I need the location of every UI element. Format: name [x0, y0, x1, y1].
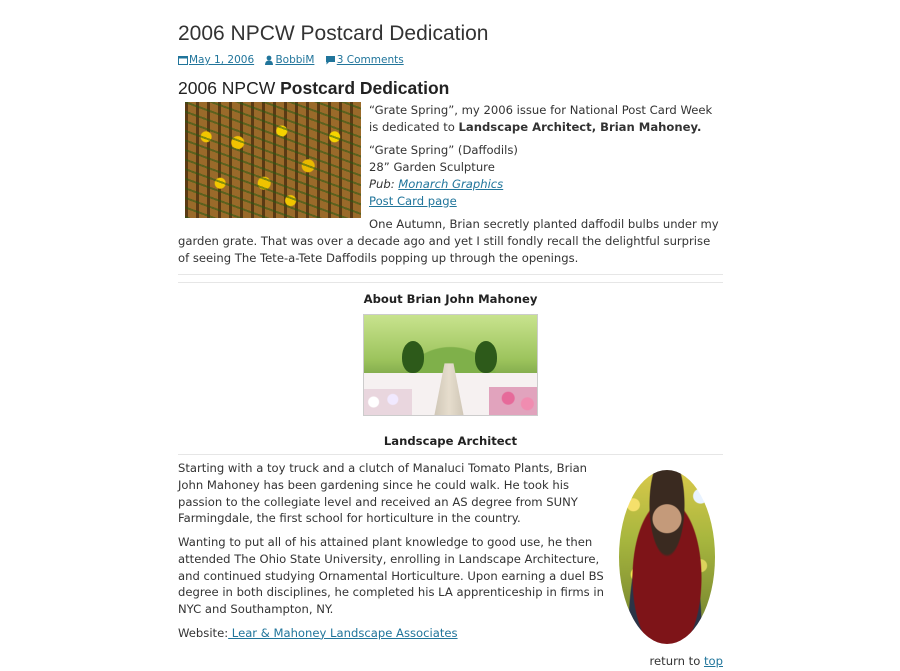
about-heading: About Brian John Mahoney — [363, 292, 538, 307]
post-title: 2006 NPCW Postcard Dedication — [178, 22, 489, 45]
post-meta — [178, 54, 723, 68]
daffodil-grate-image — [185, 102, 361, 218]
story-paragraph: One Autumn, Brian secretly planted daffodil bulbs under my garden grate. That was over a decade ago and yet I still fondly recall the delightful surprise of seeing The Tete-a-Tete Daffodils popping up through the openings. — [178, 217, 719, 265]
post-comments-link[interactable]: 3 Comments — [336, 54, 404, 66]
bio-text — [178, 460, 610, 641]
bio-paragraph-1: Starting with a toy truck and a clutch of Manaluci Tomato Plants, Brian John Mahoney has been gardening since he could walk. He took his passion to the collegiate level and received an AS degree from SUNY Farmingdale, the first school for horticulture in the country. — [178, 461, 588, 526]
divider — [178, 274, 723, 275]
website-link[interactable]: Lear & Mahoney Landscape Associates — [228, 625, 458, 640]
divider — [178, 454, 723, 455]
about-caption: Landscape Architect — [383, 434, 518, 449]
post-subtitle — [178, 77, 723, 99]
garden-path-shape — [434, 363, 464, 416]
intro-bold: Landscape Architect, Brian Mahoney. — [458, 119, 702, 134]
subtitle-plain: 2006 NPCW — [178, 78, 281, 98]
pub-label: Pub: — [369, 176, 395, 191]
person-icon — [264, 55, 274, 65]
postcard-page-link[interactable]: Post Card page — [369, 193, 457, 208]
return-to-top — [178, 654, 723, 668]
intro-text: “Grate Spring”, my 2006 issue for National Post Card Week is dedicated to — [369, 103, 713, 134]
publisher-link[interactable]: Monarch Graphics — [398, 176, 504, 191]
post-author[interactable] — [264, 54, 317, 66]
divider — [178, 282, 723, 283]
bio-section — [178, 460, 723, 641]
brian-portrait-image — [619, 470, 715, 644]
tree-shape — [475, 341, 497, 373]
post-comments[interactable] — [325, 54, 404, 66]
white-tulips-shape — [364, 389, 412, 415]
calendar-icon — [178, 55, 188, 65]
card-title: “Grate Spring” (Daffodils) — [369, 143, 518, 158]
card-size: 28” Garden Sculpture — [369, 160, 495, 175]
post-content — [178, 20, 723, 648]
speech-bubble-icon — [325, 55, 336, 65]
garden-path-image — [363, 314, 538, 416]
website-line — [178, 625, 610, 642]
intro-section — [178, 102, 723, 266]
return-text: return to — [649, 654, 704, 668]
post-author-link[interactable]: BobbiM — [275, 54, 315, 66]
pink-tulips-shape — [489, 387, 537, 415]
post-date[interactable] — [178, 54, 257, 66]
bio-paragraph-2: Wanting to put all of his attained plant knowledge to good use, he then attended The Ohio State University, enrolling in Landscape Architecture, and continued studying Ornamental Horticulture. Upon earning a duel BS degree in both disciplines, he completed his LA apprenticeship in firms in NYC and Southampton, NY. — [178, 535, 604, 616]
tree-shape — [402, 341, 424, 373]
post-date-link[interactable]: May 1, 2006 — [189, 54, 255, 66]
subtitle-bold: Postcard Dedication — [280, 78, 450, 98]
return-top-link[interactable]: top — [704, 654, 723, 668]
website-label: Website: — [178, 625, 229, 640]
